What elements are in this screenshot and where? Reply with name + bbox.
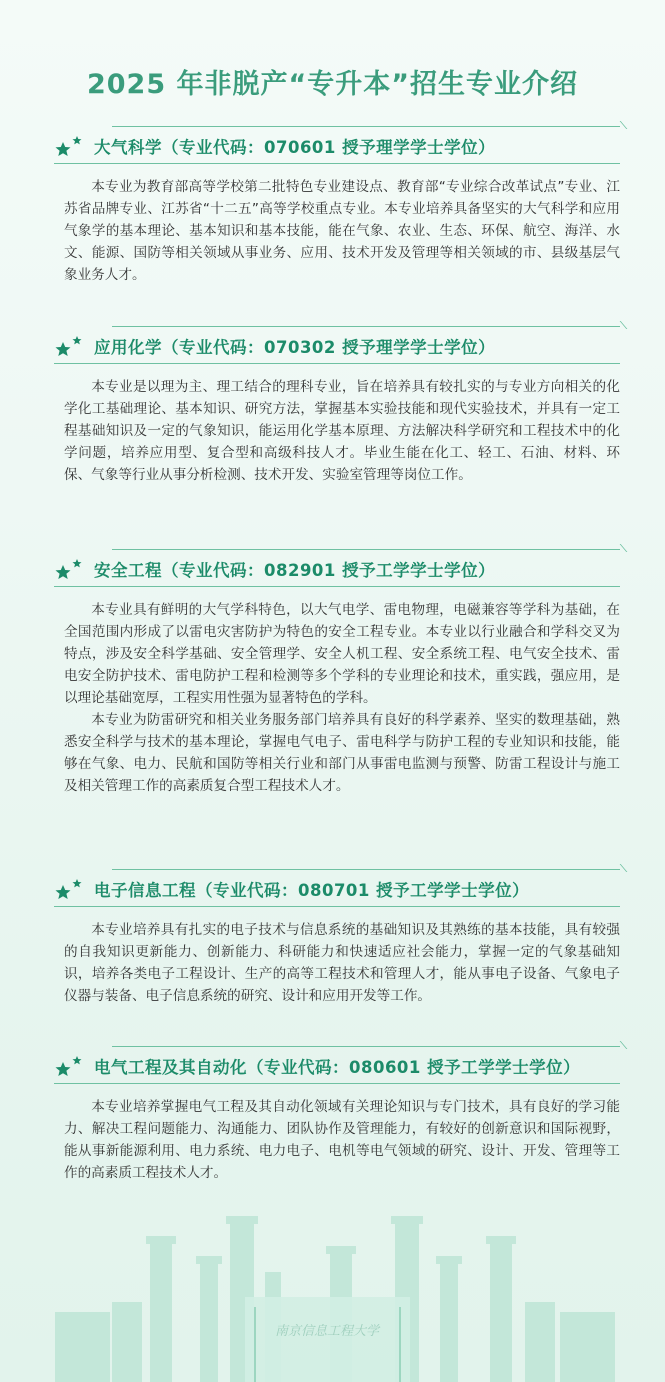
section-header	[54, 1042, 620, 1086]
section-paragraph: 本专业培养具有扎实的电子技术与信息系统的基础知识及其熟练的基本技能，具有较强的自我知识更新能力、创新能力、科研能力和快速适应社会能力，掌握一定的气象基础知识，培养各类电子工程设计、生产的高等工程技术和管理人才，能从事电子设备、气象电子仪器与装备、电子信息系统的研究、设计和应用开发等工作。	[64, 922, 620, 1004]
section-paragraph: 本专业为防雷研究和相关业务服务部门培养具有良好的科学素养、坚实的数理基础，熟悉安全科学与技术的基本理论，掌握电气电子、雷电科学与防护工程的专业知识和技能，能够在气象、电力、民航和国防等相关行业和部门从事雷电监测与预警、防雷工程设计与施工及相关管理工作的高素质复合型工程技术人才。	[64, 712, 620, 794]
stars-icon	[54, 334, 84, 358]
major-section-electrical-engineering	[54, 1042, 620, 1184]
section-header	[54, 322, 620, 366]
stars-icon	[54, 134, 84, 158]
major-section-atmospheric-science	[54, 122, 620, 286]
section-header	[54, 122, 620, 166]
section-title: 安全工程（专业代码：082901 授予工学学士学位）	[94, 561, 496, 580]
stars-icon	[54, 557, 84, 581]
section-paragraph: 本专业具有鲜明的大气学科特色，以大气电学、雷电物理，电磁兼容等学科为基础，在全国范围内形成了以雷电灾害防护为特色的安全工程专业。本专业以行业融合和学科交叉为特点，涉及安全科学基础、安全管理学、安全人机工程、安全系统工程、电气安全技术、雷电安全防护技术、雷电防护工程和检测等多个学科的专业理论和技术，重实践，强应用，是以理论基础宽厚，工程实用性强为显著特色的学科。	[64, 602, 620, 706]
header-top-line	[112, 1046, 620, 1047]
major-section-electronic-information	[54, 865, 620, 1007]
stars-icon	[54, 1054, 84, 1078]
section-paragraph: 本专业培养掌握电气工程及其自动化领域有关理论知识与专门技术，具有良好的学习能力、解决工程问题能力、沟通能力、团队协作及管理能力，有较好的创新意识和国际视野，能从事新能源利用、电力系统、电力电子、电机等电气领域的研究、设计、开发、管理等工作的高素质工程技术人才。	[64, 1099, 620, 1181]
header-bottom-line	[54, 363, 620, 364]
header-bottom-line	[54, 586, 620, 587]
section-header	[54, 865, 620, 909]
major-section-applied-chemistry	[54, 322, 620, 486]
section-paragraph: 本专业为教育部高等学校第二批特色专业建设点、教育部“专业综合改革试点”专业、江苏省品牌专业、江苏省“十二五”高等学校重点专业。本专业培养具备坚实的大气科学和应用气象学的基本理论、基本知识和基本技能，能在气象、农业、生态、环保、航空、海洋、水文、能源、国防等相关领域从事业务、应用、技术开发及管理等相关领域的市、县级基层气象业务人才。	[64, 179, 620, 283]
header-top-line	[112, 869, 620, 870]
section-title: 应用化学（专业代码：070302 授予理学学士学位）	[94, 338, 496, 357]
header-bottom-line	[54, 906, 620, 907]
section-header	[54, 545, 620, 589]
header-bottom-line	[54, 1083, 620, 1084]
stars-icon	[54, 877, 84, 901]
header-top-line	[112, 326, 620, 327]
section-title: 电气工程及其自动化（专业代码：080601 授予工学学士学位）	[94, 1058, 581, 1077]
page-title: 2025 年非脱产“专升本”招生专业介绍	[86, 69, 579, 100]
header-top-line	[112, 549, 620, 550]
section-title: 电子信息工程（专业代码：080701 授予工学学士学位）	[94, 881, 530, 900]
header-top-line	[112, 126, 620, 127]
footer-calligraphy: 南京信息工程大学	[274, 1324, 380, 1339]
campus-building-illustration	[0, 1212, 665, 1382]
section-paragraph: 本专业是以理为主、理工结合的理科专业，旨在培养具有较扎实的与专业方向相关的化学化工基础理论、基本知识、研究方法，掌握基本实验技能和现代实验技术，并具有一定工程基础知识及一定的气象知识，能运用化学基本原理、方法解决科学研究和工程技术中的化学问题，培养应用型、复合型和高级科技人才。毕业生能在化工、轻工、石油、材料、环保、气象等行业从事分析检测、技术开发、实验室管理等岗位工作。	[64, 379, 620, 483]
header-bottom-line	[54, 163, 620, 164]
major-section-safety-engineering	[54, 545, 620, 797]
section-title: 大气科学（专业代码：070601 授予理学学士学位）	[94, 138, 496, 157]
